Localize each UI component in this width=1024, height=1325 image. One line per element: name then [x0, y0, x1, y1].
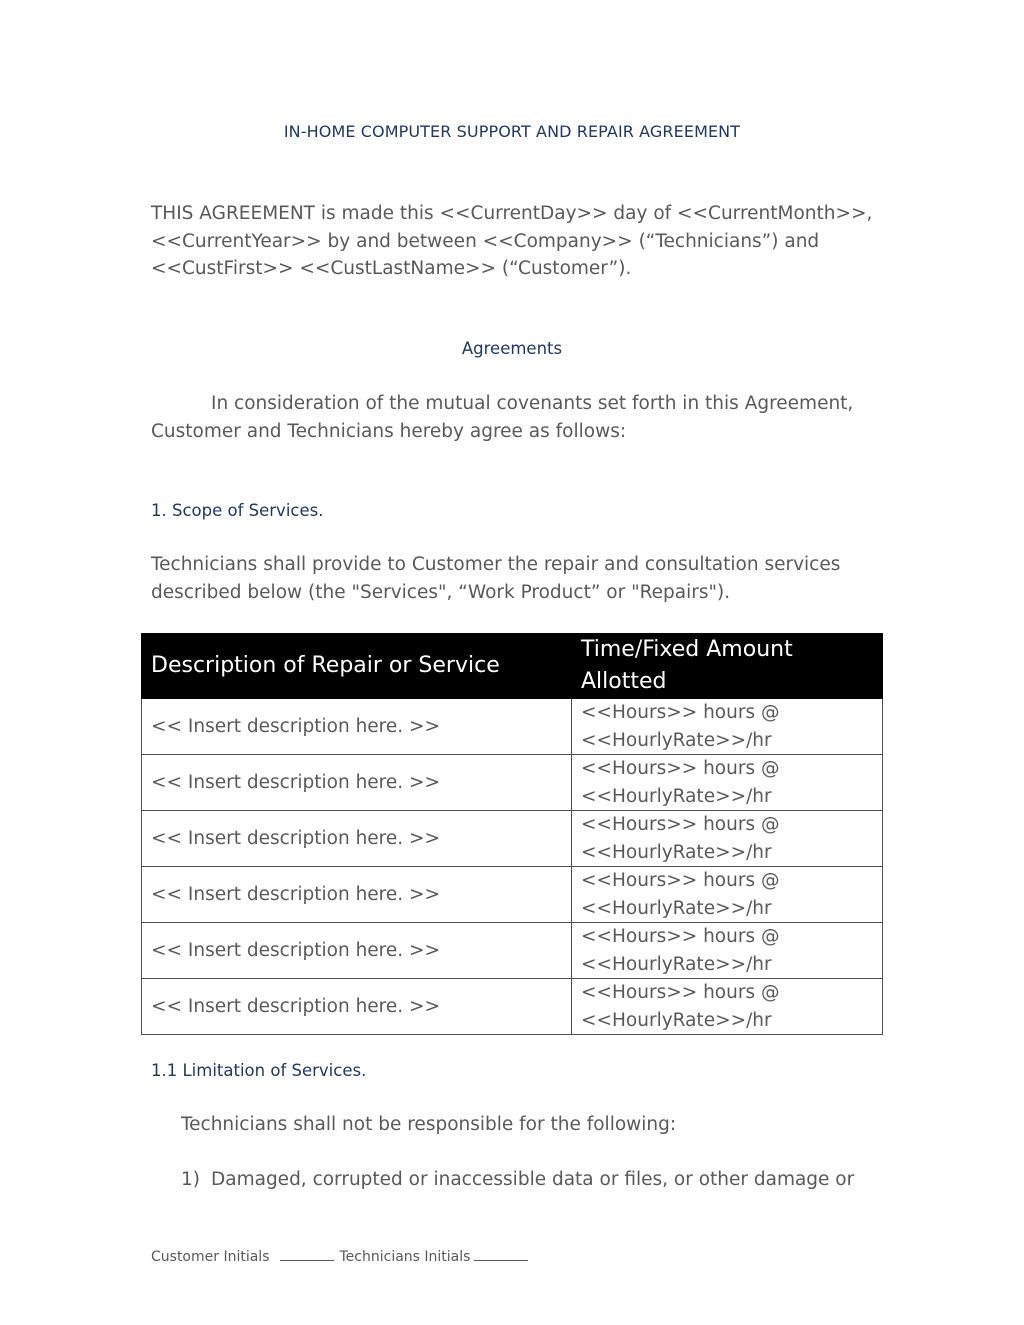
list-item-text: Damaged, corrupted or inaccessible data or files, or other damage or	[211, 1169, 855, 1190]
customer-initials-label: Customer Initials	[151, 1249, 270, 1265]
intro-line: <<CurrentYear>> by and between <<Company>> (“Technicians”) and	[151, 230, 820, 252]
consideration-paragraph	[151, 390, 886, 445]
table-row	[142, 923, 883, 979]
section-1-1-heading: 1.1 Limitation of Services.	[151, 1061, 367, 1080]
time-line: <<Hours>> hours @	[581, 982, 780, 1003]
consideration-line: Customer and Technicians hereby agree as follows:	[151, 420, 627, 442]
description-cell: << Insert description here. >>	[142, 867, 572, 923]
rate-line: <<HourlyRate>>/hr	[581, 841, 772, 863]
intro-paragraph	[151, 200, 886, 283]
table-row	[142, 979, 883, 1035]
technicians-initials-label: Technicians Initials	[339, 1249, 471, 1265]
time-line: <<Hours>> hours @	[581, 758, 780, 779]
table-row	[142, 699, 883, 755]
consideration-line: In consideration of the mutual covenants set forth in this Agreement,	[211, 393, 854, 414]
header-description: Description of Repair or Service	[142, 634, 572, 699]
intro-line: <<CustFirst>> <<CustLastName>> (“Customer”).	[151, 258, 632, 279]
description-cell: << Insert description here. >>	[142, 811, 572, 867]
rate-line: <<HourlyRate>>/hr	[581, 897, 772, 919]
table-row	[142, 755, 883, 811]
time-line: <<Hours>> hours @	[581, 870, 780, 891]
time-cell	[572, 979, 883, 1035]
time-line: <<Hours>> hours @	[581, 814, 780, 835]
time-line: <<Hours>> hours @	[581, 926, 780, 947]
rate-line: <<HourlyRate>>/hr	[581, 1009, 772, 1031]
limitation-intro	[181, 1111, 886, 1139]
description-cell: << Insert description here. >>	[142, 699, 572, 755]
header-time-line: Time/Fixed Amount	[581, 637, 793, 662]
list-item	[181, 1166, 854, 1194]
customer-initials-blank[interactable]	[280, 1246, 334, 1261]
intro-line: THIS AGREEMENT is made this <<CurrentDay>> day of <<CurrentMonth>>,	[151, 203, 873, 224]
time-cell	[572, 811, 883, 867]
description-cell: << Insert description here. >>	[142, 979, 572, 1035]
table-row	[142, 811, 883, 867]
limitation-intro-line: Technicians shall not be responsible for the following:	[181, 1114, 677, 1135]
section-1-heading: 1. Scope of Services.	[151, 501, 324, 520]
header-time-amount	[572, 634, 883, 699]
rate-line: <<HourlyRate>>/hr	[581, 729, 772, 751]
document-title: IN-HOME COMPUTER SUPPORT AND REPAIR AGREEMENT	[283, 122, 741, 141]
section-1-line: Technicians shall provide to Customer the repair and consultation services	[151, 554, 841, 575]
time-line: <<Hours>> hours @	[581, 702, 780, 723]
table-row	[142, 867, 883, 923]
header-allotted-line: Allotted	[581, 669, 667, 694]
time-cell	[572, 755, 883, 811]
description-cell: << Insert description here. >>	[142, 923, 572, 979]
description-cell: << Insert description here. >>	[142, 755, 572, 811]
time-cell	[572, 867, 883, 923]
list-item-number: 1)	[181, 1169, 200, 1190]
table-header-row	[142, 634, 883, 699]
section-1-paragraph	[151, 551, 886, 606]
time-cell	[572, 699, 883, 755]
services-table	[141, 633, 883, 1035]
rate-line: <<HourlyRate>>/hr	[581, 953, 772, 975]
rate-line: <<HourlyRate>>/hr	[581, 785, 772, 807]
technicians-initials-blank[interactable]	[474, 1246, 528, 1261]
section-1-line: described below (the "Services", “Work Product” or "Repairs").	[151, 581, 731, 603]
agreements-heading: Agreements	[461, 339, 563, 358]
time-cell	[572, 923, 883, 979]
initials-footer	[151, 1246, 528, 1265]
